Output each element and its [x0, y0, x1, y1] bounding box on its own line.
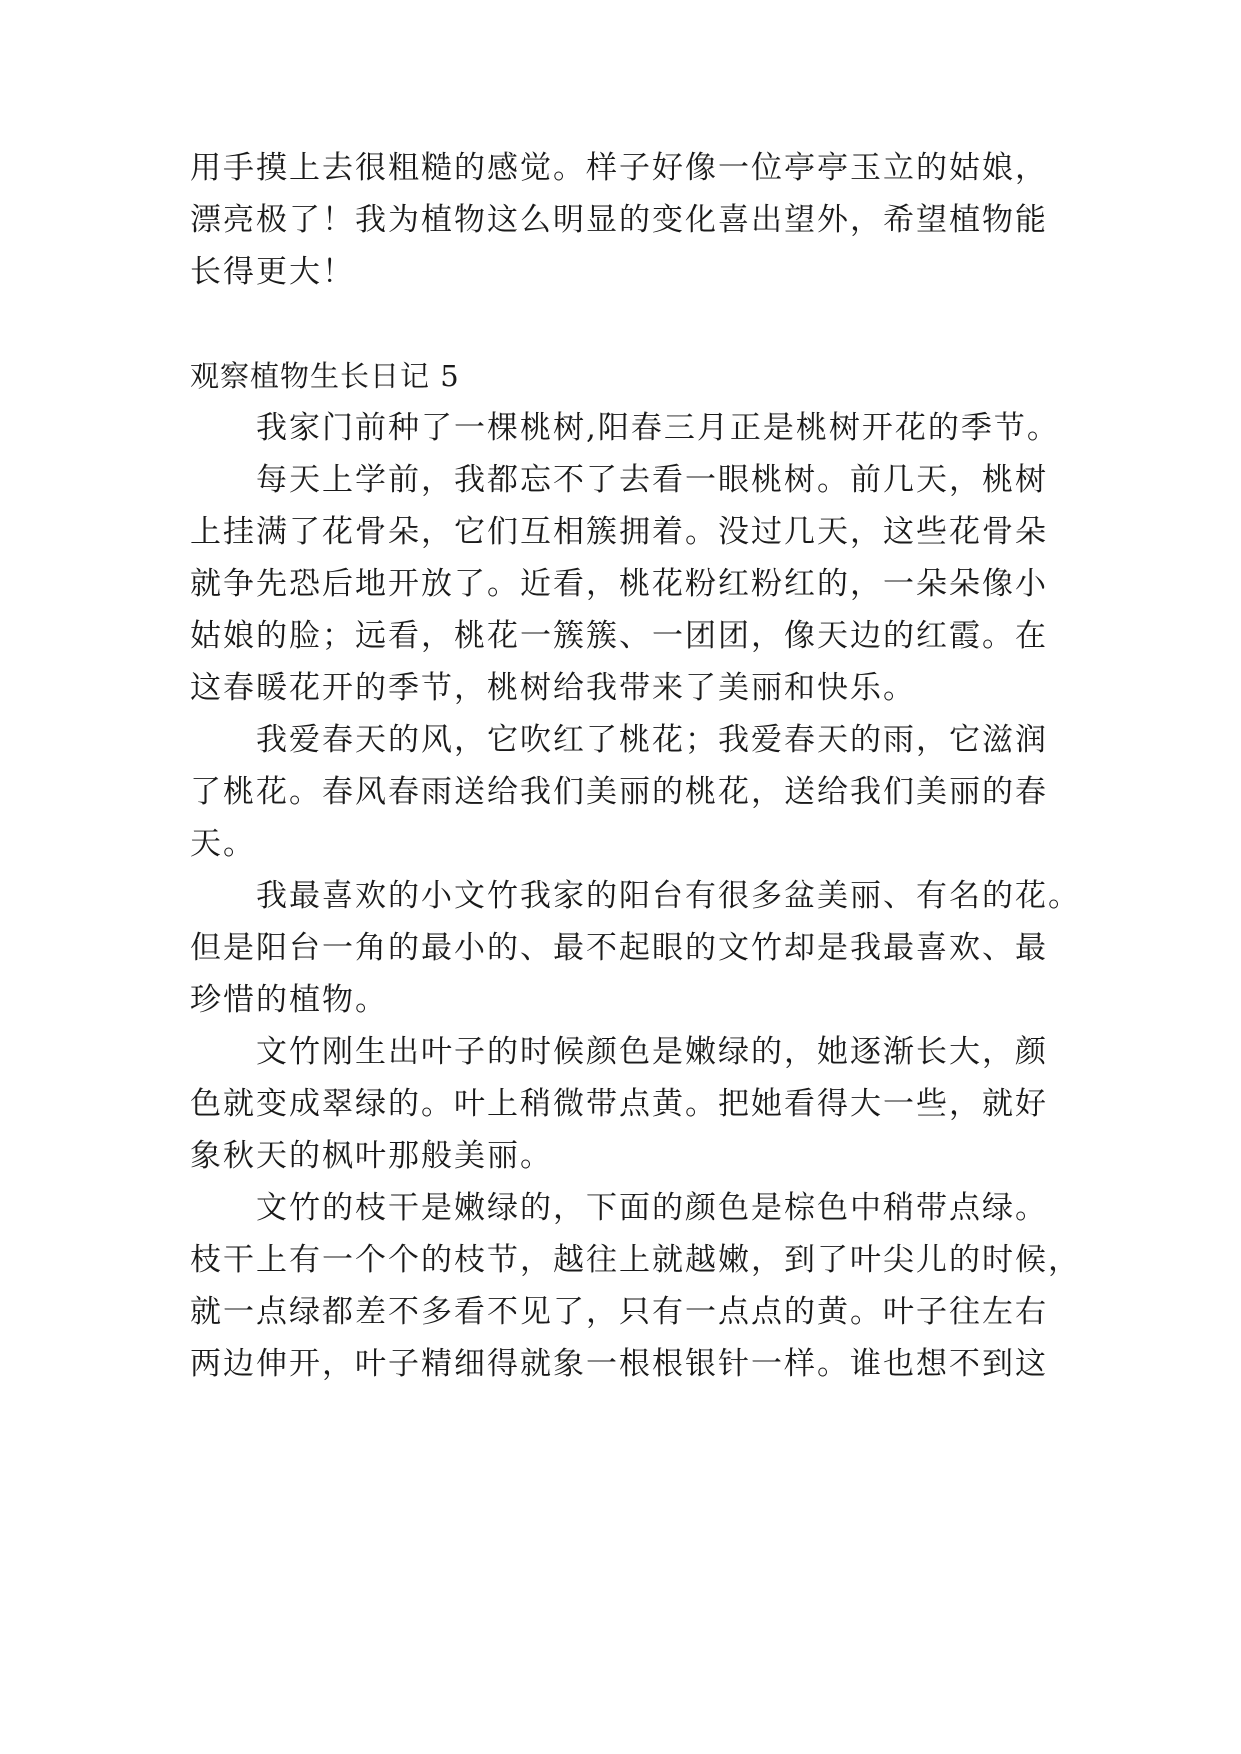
text-line: 枝干上有一个个的枝节，越往上就越嫩，到了叶尖儿的时候， [190, 1242, 1081, 1278]
paragraph-first-line: 我家门前种了一棵桃树,阳春三月正是桃树开花的季节。 [256, 410, 1060, 446]
paragraph-first-line: 我最喜欢的小文竹我家的阳台有很多盆美丽、有名的花。 [256, 878, 1081, 914]
text-line: 天。 [190, 826, 256, 862]
paragraph-first-line: 文竹的枝干是嫩绿的，下面的颜色是棕色中稍带点绿。 [256, 1190, 1048, 1226]
text-line: 就争先恐后地开放了。近看，桃花粉红粉红的，一朵朵像小 [190, 566, 1048, 602]
paragraph-first-line: 每天上学前，我都忘不了去看一眼桃树。前几天，桃树 [256, 462, 1048, 498]
text-line: 珍惜的植物。 [190, 982, 388, 1018]
text-line: 用手摸上去很粗糙的感觉。样子好像一位亭亭玉立的姑娘， [190, 150, 1048, 186]
text-line: 象秋天的枫叶那般美丽。 [190, 1138, 553, 1174]
text-line: 姑娘的脸；远看，桃花一簇簇、一团团，像天边的红霞。在 [190, 618, 1048, 654]
text-line: 这春暖花开的季节，桃树给我带来了美丽和快乐。 [190, 670, 916, 706]
section-heading: 观察植物生长日记 5 [190, 359, 460, 393]
text-line: 就一点绿都差不多看不见了，只有一点点的黄。叶子往左右 [190, 1294, 1048, 1330]
text-line: 但是阳台一角的最小的、最不起眼的文竹却是我最喜欢、最 [190, 930, 1048, 966]
paragraph-first-line: 我爱春天的风，它吹红了桃花；我爱春天的雨，它滋润 [256, 722, 1048, 758]
text-line: 漂亮极了！我为植物这么明显的变化喜出望外，希望植物能 [190, 202, 1048, 238]
paragraph-first-line: 文竹刚生出叶子的时候颜色是嫩绿的，她逐渐长大，颜 [256, 1034, 1048, 1070]
text-line: 了桃花。春风春雨送给我们美丽的桃花，送给我们美丽的春 [190, 774, 1048, 810]
text-line: 两边伸开，叶子精细得就象一根根银针一样。谁也想不到这 [190, 1346, 1048, 1382]
text-line: 上挂满了花骨朵，它们互相簇拥着。没过几天，这些花骨朵 [190, 514, 1048, 550]
text-line: 色就变成翠绿的。叶上稍微带点黄。把她看得大一些，就好 [190, 1086, 1048, 1122]
text-line: 长得更大！ [190, 254, 355, 290]
